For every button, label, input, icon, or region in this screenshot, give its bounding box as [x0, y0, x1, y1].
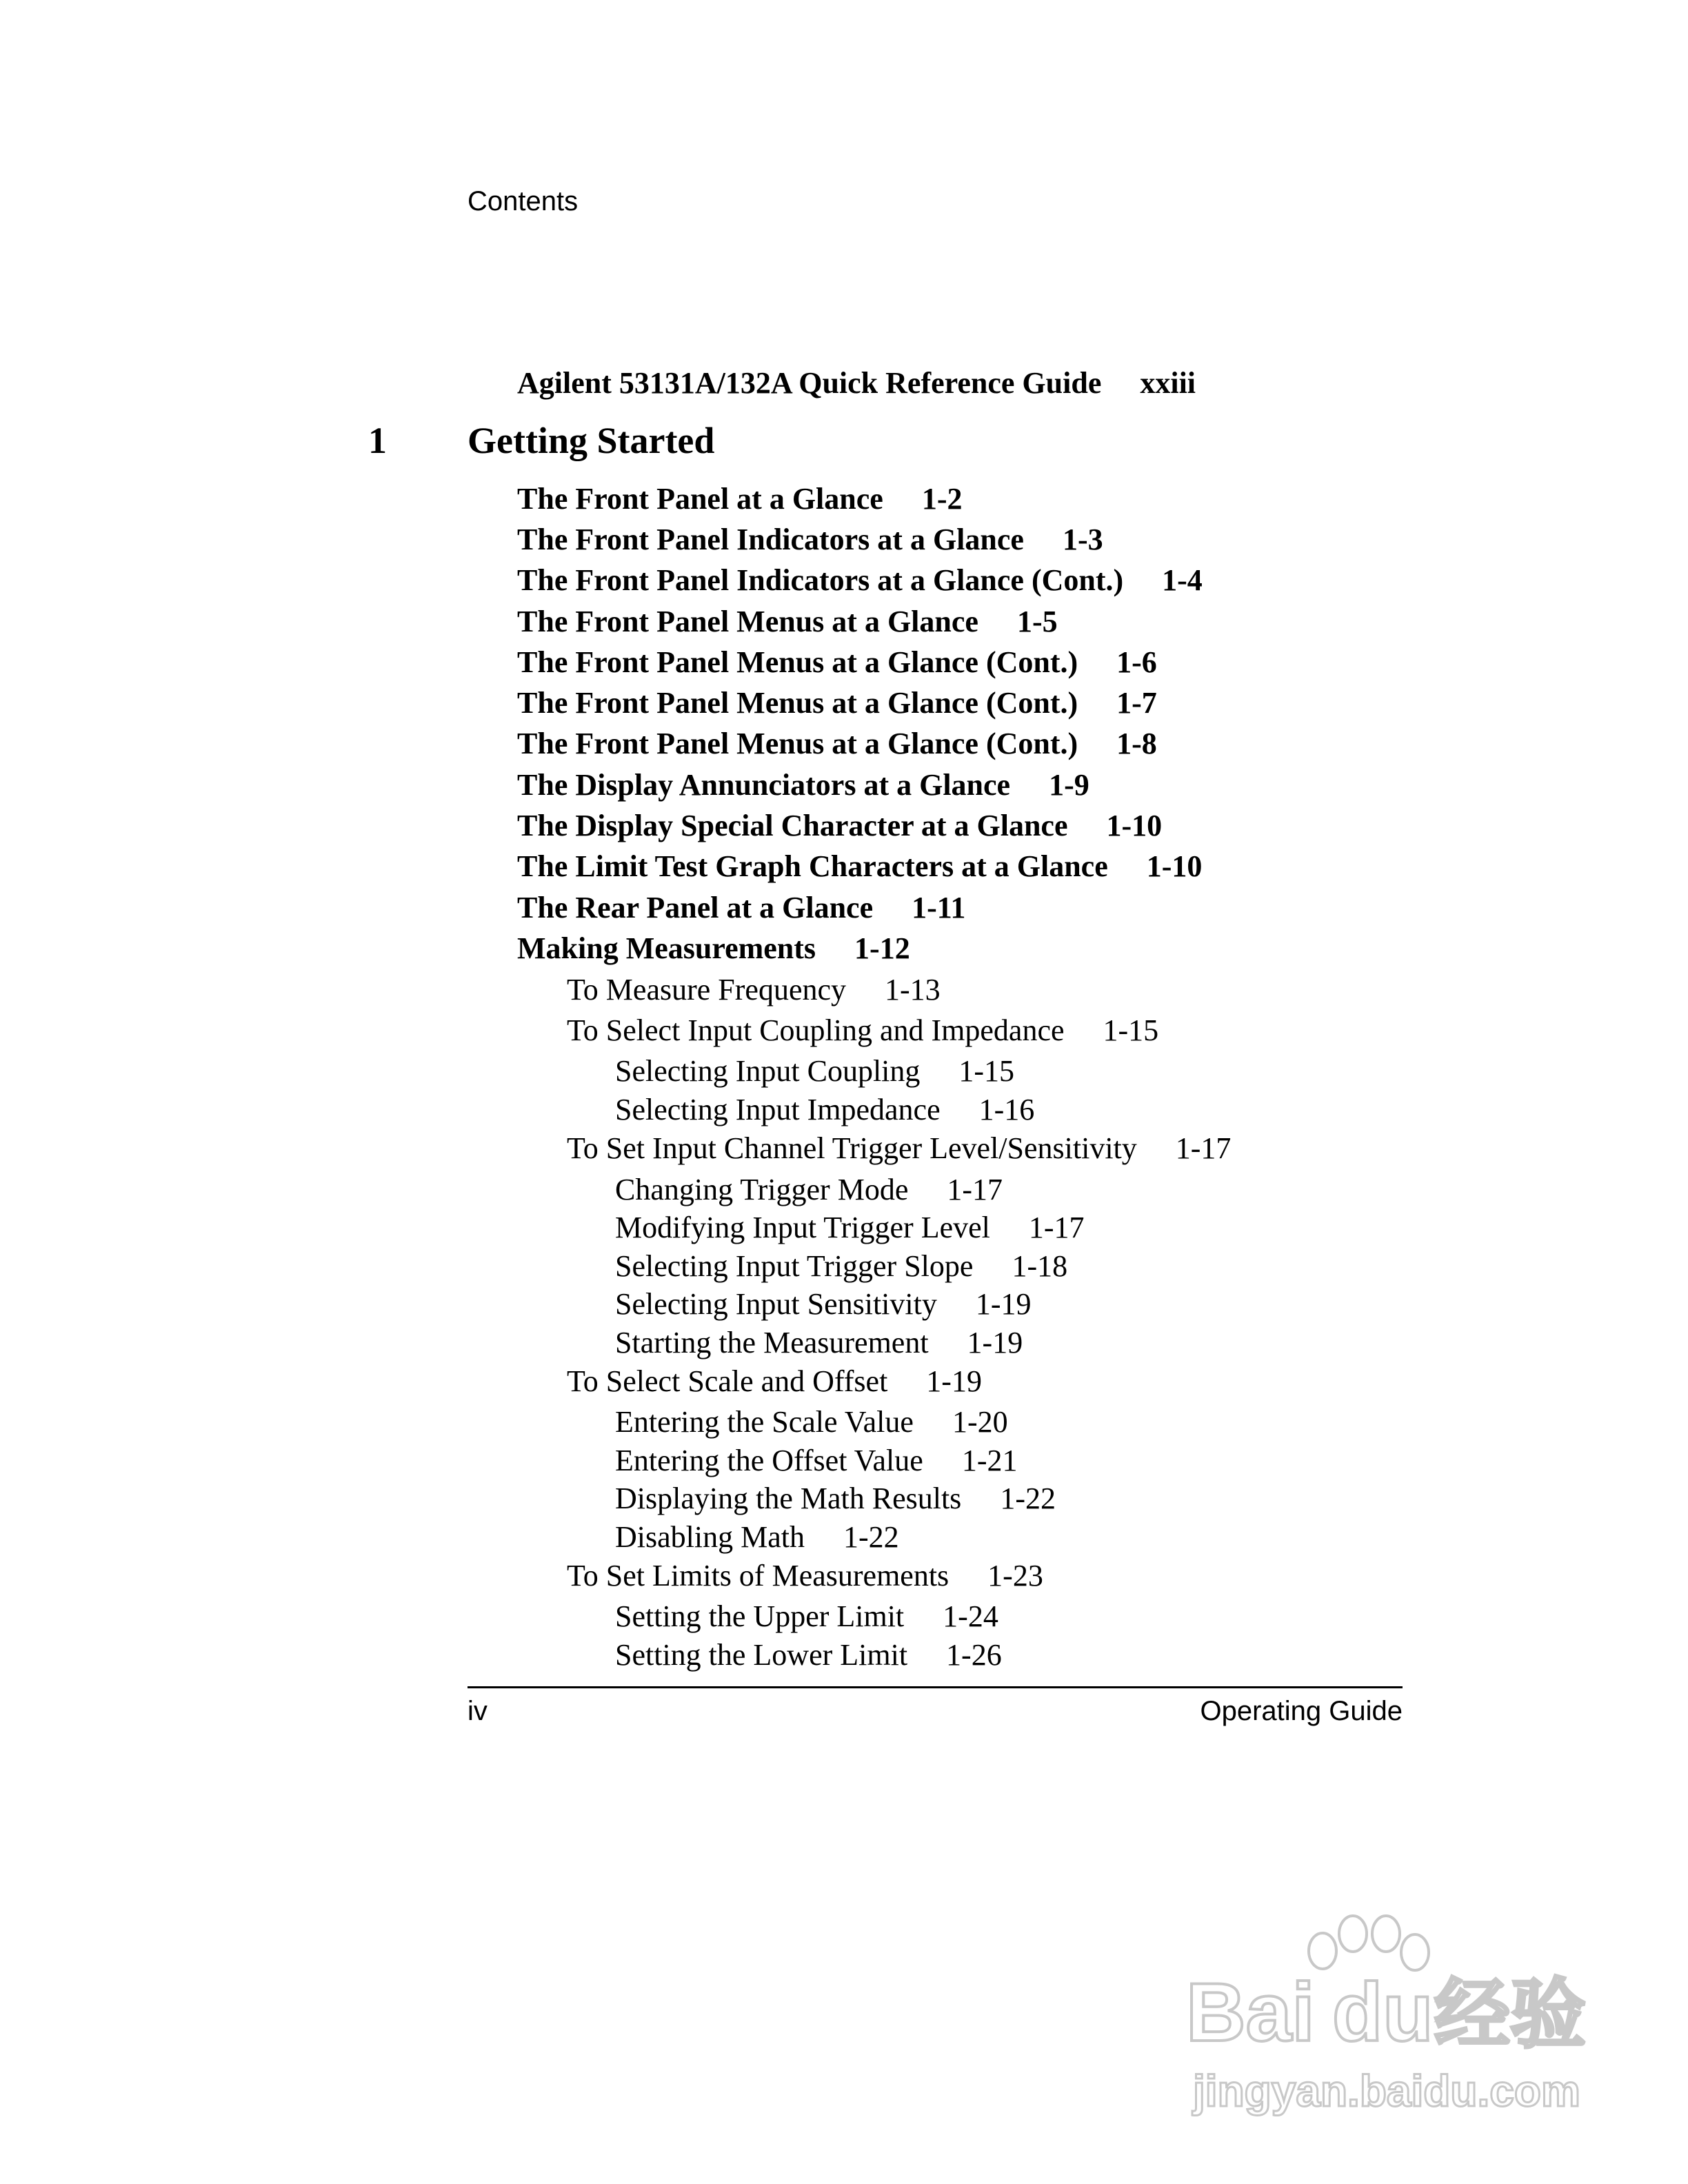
- toc-entry[interactable]: [517, 565, 1203, 596]
- toc-entry-page: 1-18: [1012, 1249, 1068, 1283]
- toc-entry[interactable]: [567, 1366, 982, 1397]
- toc-entry[interactable]: [517, 851, 1202, 882]
- toc-entry-title: To Measure Frequency: [567, 973, 847, 1007]
- footer-rule: [468, 1686, 1403, 1688]
- toc-entry-page: 1-10: [1106, 809, 1163, 842]
- chapter-title[interactable]: Getting Started: [468, 420, 715, 461]
- toc-entry[interactable]: [615, 1407, 1008, 1437]
- toc-preface-entry[interactable]: [517, 368, 1196, 398]
- toc-entry[interactable]: [615, 1175, 1003, 1205]
- toc-entry-title: The Front Panel Menus at a Glance (Cont.): [517, 645, 1078, 679]
- toc-entry-page: 1-24: [943, 1599, 998, 1633]
- toc-entry-page: 1-17: [1028, 1211, 1085, 1244]
- toc-entry[interactable]: [567, 1015, 1158, 1046]
- toc-entry-title: The Front Panel Indicators at a Glance (Cont.): [517, 563, 1124, 597]
- toc-entry-page: 1-17: [947, 1173, 1003, 1206]
- running-head: Contents: [468, 186, 579, 216]
- watermark-cn: 经验: [1434, 1972, 1586, 2057]
- toc-entry-page: 1-19: [967, 1326, 1023, 1359]
- toc-entry-title: To Set Limits of Measurements: [567, 1559, 950, 1593]
- toc-entry-title: Setting the Lower Limit: [615, 1638, 908, 1672]
- watermark-brand-b: du: [1332, 1966, 1434, 2059]
- toc-entry-title: Selecting Input Coupling: [615, 1054, 921, 1088]
- toc-entry-page: 1-6: [1116, 645, 1157, 679]
- toc-entry-page: 1-22: [1000, 1482, 1056, 1515]
- toc-entry-page: 1-2: [921, 482, 963, 516]
- watermark-brand-a: Bai: [1186, 1966, 1315, 2059]
- watermark-url: jingyan.baidu.com: [1193, 2066, 1580, 2116]
- toc-entry-page: 1-4: [1162, 563, 1203, 597]
- paw-icon: [1309, 1916, 1429, 1970]
- toc-entry[interactable]: [517, 811, 1162, 841]
- toc-entry[interactable]: [517, 688, 1157, 718]
- toc-entry[interactable]: [567, 1561, 1043, 1591]
- toc-entry[interactable]: [517, 607, 1058, 637]
- toc-entry[interactable]: [615, 1289, 1032, 1320]
- chapter-number: 1: [368, 420, 387, 461]
- toc-entry[interactable]: [615, 1484, 1056, 1514]
- toc-entry-page: 1-11: [912, 891, 966, 924]
- toc-entry-title: Modifying Input Trigger Level: [615, 1211, 990, 1244]
- baidu-watermark: [1172, 1903, 1586, 2130]
- toc-entry-page: 1-5: [1016, 605, 1058, 638]
- toc-entry[interactable]: [517, 729, 1157, 759]
- toc-entry[interactable]: [517, 484, 962, 514]
- toc-entry-page: 1-19: [926, 1364, 982, 1398]
- toc-entry-title: Selecting Input Impedance: [615, 1093, 941, 1126]
- toc-entry[interactable]: [615, 1601, 998, 1632]
- toc-entry-page: 1-3: [1062, 523, 1103, 556]
- footer-page-number: iv: [468, 1696, 488, 1726]
- toc-entry-title: Selecting Input Sensitivity: [615, 1287, 937, 1321]
- toc-entry[interactable]: [615, 1522, 899, 1553]
- toc-entry-page: 1-7: [1116, 686, 1157, 720]
- toc-entry-page: 1-15: [1103, 1013, 1159, 1047]
- toc-entry-page: 1-15: [958, 1054, 1015, 1088]
- toc-entry-title: The Display Special Character at a Glance: [517, 809, 1068, 842]
- toc-entry-title: Setting the Upper Limit: [615, 1599, 905, 1633]
- toc-entry-title: The Front Panel Indicators at a Glance: [517, 523, 1024, 556]
- toc-entry[interactable]: [615, 1213, 1085, 1243]
- toc-entry[interactable]: [517, 893, 965, 923]
- toc-entry-title: To Set Input Channel Trigger Level/Sensitivity: [567, 1131, 1137, 1165]
- toc-entry-title: Selecting Input Trigger Slope: [615, 1249, 974, 1283]
- toc-entry-page: 1-20: [952, 1405, 1008, 1439]
- toc-entry-title: Agilent 53131A/132A Quick Reference Guide: [517, 366, 1102, 400]
- toc-entry-title: Disabling Math: [615, 1520, 805, 1554]
- toc-entry-page: xxiii: [1140, 366, 1196, 400]
- toc-entry-page: 1-17: [1175, 1131, 1232, 1165]
- toc-entry[interactable]: [517, 525, 1103, 555]
- toc-entry[interactable]: [615, 1095, 1034, 1125]
- toc-entry-page: 1-22: [843, 1520, 899, 1554]
- toc-entry-page: 1-16: [978, 1093, 1035, 1126]
- toc-entry-page: 1-13: [885, 973, 941, 1007]
- toc-entry-page: 1-21: [961, 1444, 1018, 1477]
- toc-entry-page: 1-9: [1049, 768, 1089, 802]
- toc-entry[interactable]: [615, 1328, 1023, 1358]
- toc-entry-page: 1-8: [1116, 727, 1157, 760]
- footer-guide-title: Operating Guide: [1200, 1696, 1403, 1726]
- toc-entry-title: The Front Panel at a Glance: [517, 482, 883, 516]
- toc-entry-title: To Select Scale and Offset: [567, 1364, 888, 1398]
- toc-entry[interactable]: [615, 1251, 1067, 1282]
- toc-entry-title: The Front Panel Menus at a Glance (Cont.): [517, 727, 1078, 760]
- toc-entry-title: The Limit Test Graph Characters at a Glance: [517, 849, 1108, 883]
- toc-entry[interactable]: [517, 647, 1157, 678]
- toc-entry-title: Displaying the Math Results: [615, 1482, 962, 1515]
- toc-entry-page: 1-23: [987, 1559, 1043, 1593]
- toc-entry[interactable]: [615, 1056, 1014, 1086]
- toc-entry-title: Entering the Scale Value: [615, 1405, 914, 1439]
- toc-entry-title: Making Measurements: [517, 931, 816, 965]
- toc-entry-page: 1-26: [946, 1638, 1002, 1672]
- toc-entry-title: The Display Annunciators at a Glance: [517, 768, 1011, 802]
- toc-entry[interactable]: [567, 1133, 1231, 1164]
- toc-entry-title: The Front Panel Menus at a Glance: [517, 605, 978, 638]
- toc-entry-page: 1-10: [1146, 849, 1203, 883]
- toc-entry-title: The Rear Panel at a Glance: [517, 891, 874, 924]
- toc-entry[interactable]: [517, 770, 1089, 800]
- toc-entry[interactable]: [615, 1640, 1002, 1670]
- toc-entry-title: Entering the Offset Value: [615, 1444, 923, 1477]
- toc-entry-title: Starting the Measurement: [615, 1326, 929, 1359]
- toc-entry-title: Changing Trigger Mode: [615, 1173, 909, 1206]
- toc-entry-page: 1-12: [854, 931, 910, 965]
- toc-entry[interactable]: [517, 933, 910, 964]
- toc-entry-title: The Front Panel Menus at a Glance (Cont.): [517, 686, 1078, 720]
- toc-entry-page: 1-19: [975, 1287, 1032, 1321]
- toc-entry-title: To Select Input Coupling and Impedance: [567, 1013, 1065, 1047]
- toc-entry[interactable]: [567, 975, 941, 1005]
- toc-entry[interactable]: [615, 1446, 1017, 1476]
